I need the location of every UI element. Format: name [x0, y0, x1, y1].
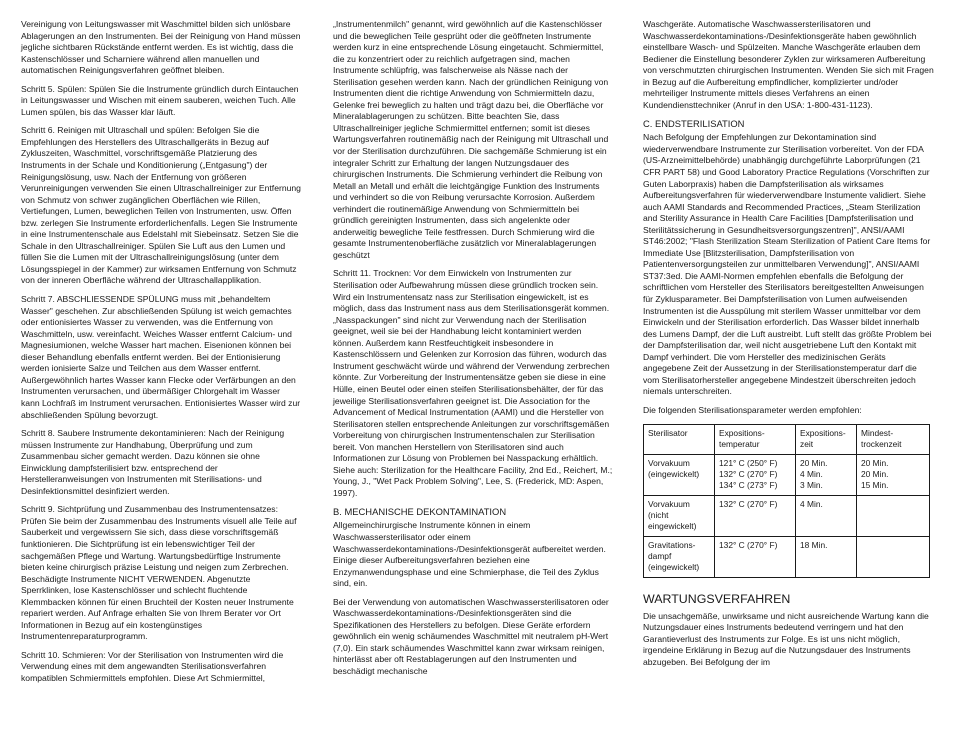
paragraph-step-9: Schritt 9. Sichtprüfung und Zusammenbau des Instrumentensatzes: Prüfen Sie beim der Zusammenbau des Instruments visuell alle Teile auf Sauberkeit und vergewissern Sie sich, dass diese vorschriftsgemäß funktionieren. Die Sichtprüfung ist ein lebenswichtiger Teil der sachgemäßen Pflege und Wartung. Wartungsbedürftige Instrumente bieten keine chirurgisch präzise Leistung und neigen zum Zerbrechen. Beschädigte Instrumente NICHT VERWENDEN. Abgenutzte Sperrklinken, lose Kastenschlösser und schlecht fluchtende Klemmbacken können für einen Bruchteil der Kosten neuer Instrumente repariert werden. Auf Anfrage erhalten Sie von Ihrem Berater vor Ort Informationen in Bezug auf ein kostengünstiges Instrumentenreparaturprogramm. — [21, 504, 297, 642]
cell-line: Gravitations- — [648, 539, 696, 550]
table-cell — [644, 495, 715, 536]
cell-line: Vorvakuum — [648, 498, 690, 509]
cell-line: temperatur — [719, 438, 760, 449]
paragraph: Allgemeinchirurgische Instrumente können in einem Waschwassersterilisator oder einem Waschwasserdekontaminations-/Desinfektionsgerät aufbereitet werden. Einige dieser Aufbereitungsverfahren beziehen eine Enzymanwendungsphase und eine Schmierphase, die Teil des Zyklus sind, ein. — [333, 520, 606, 589]
cell-line: 134° C (273° F) — [719, 479, 778, 490]
table-cell — [715, 454, 796, 495]
section-heading-maintenance: WARTUNGSVERFAHREN — [643, 591, 791, 606]
cell-line: 132° C (270° F) — [719, 498, 778, 509]
paragraph: Bei der Verwendung von automatischen Waschwassersterilisatoren oder Waschwasserdekontaminations-/Desinfektionsgeräten sind die Spezifikationen des Herstellers zu befolgen. Diese Geräte erfordern gewöhnlich ein wenig schäumendes Waschmittel mit neutralem pH-Wert (7,0). Ein stark schäumendes Waschmittel kann zwar wirksam reinigen, hinterlässt aber oft Restablagerungen auf den Instrumenten und beschädigt mechanische — [333, 596, 609, 676]
cell-line: eingewickelt) — [648, 520, 697, 531]
table-row — [644, 495, 930, 536]
column-left — [21, 19, 301, 692]
table-cell — [857, 536, 930, 577]
column-middle — [333, 19, 613, 685]
cell-line: (eingewickelt) — [648, 561, 700, 572]
cell-line: (nicht — [648, 509, 669, 520]
cell-line: Mindest- — [861, 427, 894, 438]
cell-line: 18 Min. — [800, 539, 828, 550]
cell-line: dampf — [648, 550, 672, 561]
cell-line: Expositions- — [719, 427, 765, 438]
cell-line: 15 Min. — [861, 479, 889, 490]
table-header-cell — [644, 424, 715, 454]
table-cell — [857, 495, 930, 536]
cell-line: 132° C (270° F) — [719, 468, 778, 479]
paragraph-step-8: Schritt 8. Saubere Instrumente dekontaminieren: Nach der Reinigung müssen Instrumente zur Handhabung, Überprüfung und zum Zusammenbau sicher gemacht werden. Dazu können sie ohne Einwicklung dampfsterilisiert bzw. entsprechend der Herstelleranweisungen von Instrumenten mit Sterilisations- und Desinfektionsmittel desinfiziert werden. — [21, 428, 285, 496]
cell-line: 132° C (270° F) — [719, 539, 778, 550]
cell-line: 20 Min. — [861, 468, 889, 479]
paragraph-step-5: Schritt 5. Spülen: Spülen Sie die Instrumente gründlich durch Eintauchen in Leitungswasser und Wischen mit einem sauberen, weichen Tuch. Alle Lumen spülen, bis das Wasser klar läuft. — [21, 83, 299, 117]
table-cell — [796, 495, 857, 536]
cell-line: Vorvakuum — [648, 457, 690, 468]
paragraph: Die unsachgemäße, unwirksame und nicht ausreichende Wartung kann die Nutzungsdauer eines Instruments bedeutend verringern und hat den Garantieverlust des Instruments zur Folge. Es ist uns nicht möglich, irgendeine Erklärung in Bezug auf die Nutzungsdauer des Instruments abzugeben. Bei Befolgung der im — [643, 610, 929, 667]
table-row — [644, 454, 930, 495]
paragraph: Waschgeräte. Automatische Waschwassersterilisatoren und Waschwasserdekontaminations-/Desinfektionsgeräte haben gewöhnlich einstellbare Wasch- und Spülzeiten. Manche Waschgeräte erlauben dem Bediener die Einstellung besonderer Zyklen zur wirksameren Aufbereitung von verschmutzten chirurgischen Instrumenten. Wenden Sie sich mit Fragen in Bezug auf die Aufbereitung empfindlicher, komplizierter und/oder mehrteiliger Instrumente mittels dieses Verfahrens an einen Kundendiensttechniker (Anruf in den USA: 1-800-431-1123). — [643, 19, 934, 110]
paragraph-step-11: Schritt 11. Trocknen: Vor dem Einwickeln von Instrumenten zur Sterilisation oder Aufbewahrung müssen diese gründlich trocken sein. Wird ein Instrumentensatz nass zur Sterilisation eingewickelt, ist es möglich, dass das Instrument nass aus dem Sterilisationsgerät kommen. „Nasspackungen" sind nicht zur Verwendung nach der Sterilisation geeignet, weil sie bei der Handhabung leicht kontaminiert werden können. Außerdem kann Restfeuchtigkeit insbesondere in Kastenschlössern und Gelenken zur Korrosion das führen, wodurch das Instrument geschwächt würde und während der Verwendung zerbrechen könnte. Zur Vorbereitung der Instrumentensätze geben sie diese in eine Hülle, einen Beutel oder einen steifen Sterilisationsbehälter, der für das jeweilige Sterilisationsverfahren geeignet ist. Die Association for the Advancement of Medical Instrumentation (AAMI) und die Hersteller von Sterilisatoren stellen entsprechende Anleitungen zur vorschriftsgemäßen Vorbereitung von chirurgischen Instrumentenschalen zur Sterilisation bereit. Von manchen Herstellern von Sterilisatoren sind auch Informationen zur Lösung von Problemen bei Nasspackung erhältlich. Siehe auch: Sterilization for the Healthcare Facility, 2nd Ed., Reichert, M.; Young, J., "Wet Pack Problem Solving", Lee, S. (Frederick, MD: Aspen, 1997). — [333, 268, 613, 498]
table-cell — [796, 536, 857, 577]
table-row — [644, 536, 930, 577]
table-cell — [715, 495, 796, 536]
paragraph: Vereinigung von Leitungswasser mit Waschmittel bilden sich unlösbare Ablagerungen an den Instrumenten. Bei der Reinigung von Hand müssen jegliche sichtbaren Rückstände entfernt werden. Es ist wichtig, dass die Kastenschlösser und Scharniere während allen manuellen und automatischen Reinigungsverfahren geöffnet bleiben. — [21, 19, 301, 76]
table-header-cell — [796, 424, 857, 454]
cell-line: 3 Min. — [800, 479, 823, 490]
table-cell — [796, 454, 857, 495]
paragraph: Die folgenden Sterilisationsparameter werden empfohlen: — [643, 404, 862, 415]
cell-line: Sterilisator — [648, 427, 688, 438]
table-cell — [857, 454, 930, 495]
section-heading-final-sterilization: C. ENDSTERILISATION — [643, 118, 745, 130]
table-cell — [715, 536, 796, 577]
paragraph-lubrication: „Instrumentenmilch" genannt, wird gewöhnlich auf die Kastenschlösser und die beweglichen Teile gesprüht oder die geöffneten Instrumente werden kurz in eine entsprechende Lösung eingetaucht. Schmiermittel, die zu konzentriert oder zu reichlich aufgetragen sind, machen Instrumente schlüpfrig, was falscherweise als Nässe nach der Sterilisation gesehen werden kann. Nach der gründlichen Reinigung von Instrumenten dient die richtige Anwendung von Schmiermitteln dazu, Gelenke frei beweglich zu halten und trägt dazu bei, die Oberfläche vor Mineralablagerungen zu schützen. Bitte beachten Sie, dass Ultraschallreiniger jegliche Schmiermittel entfernen; somit ist dieses Wartungsverfahren routinemäßig nach der Reinigung mit Ultraschall und vor der Sterilisation durchzuführen. Die sachgemäße Schmierung ist ein integraler Schritt zur Erhaltung der langen Nutzungsdauer des chirurgischen Instruments. Die Schmierung verhindert die Reibung von Metall an Metall und erhält die leichtgängige Funktion des Instruments und verhindert so die von Reibung verursachte Korrosion. Außerdem verhindert die routinemäßige Anwendung von Schmiermitteln bei gründlich gereinigten Instrumenten, dass sich angelenkte oder anderweitig bewegliche Teile festfressen. Durch Schmierung wird die gesamte Instrumentenoberfläche zusätzlich vor Mineralablagerungen geschützt — [333, 19, 609, 260]
sterilization-parameters-table — [643, 424, 930, 578]
cell-line: zeit — [800, 438, 814, 449]
cell-line: (eingewickelt) — [648, 468, 700, 479]
cell-line: 20 Min. — [861, 457, 889, 468]
paragraph: Nach Befolgung der Empfehlungen zur Dekontamination sind wiederverwendbare Instrumente zur Sterilisation vorbereitet. Von der FDA (US-Arzneimittelbehörde) unabhängig durchgeführte Laborprüfungen (21 CFR PART 58) und Good Laboratory Practice Regulations (Vorschriften zur Guten Laborpraxis) haben die Dampfsterilisation als wirksames Aufbereitungsverfahren für wiederverwendbare Instumente validiert. Siehe auch AAMI Standards and Recommended Practices, „Steam Sterilization and Sterility Assurance in Health Care Facilities [Dampfsterilisation und Sterilitätssicherung in Gesundheitsversorgungszentren]", ANSI/AAMI ST46:2002; "Flash Sterilization Steam Sterilization of Patient Care Items for Immediate Use [Blitzsterilisation, Dampfsterilisation von Patientenversorgungsteilen zur unmittelbaren Verwendung]", ANSI/AAMI ST37:3ed. Die AAMI-Normen empfehlen ebenfalls die Befolgung der schriftlichen vom Hersteller des Sterilisators bereitgestellten Anweisungen für Zyklusparameter. Bei Dampfsterilisation von Lumen aufweisenden Instrumenten ist die Ausspülung mit sterilem Wasser unmittelbar vor dem Einwickeln und der Sterilisation erforderlich. Das Wasser bildet innerhalb des Lumens Dampf, der die Luft austreibt. Luft stellt das größte Problem bei der Dampfsterilisation dar, weil nicht ausgetriebene Luft den Kontakt mit Dampf verhindert. Die vom Hersteller des medizinischen Geräts angegebene Zeit der Aussetzung in der Sterilisationstemperatur darf die vom Sterilisatorhersteller angegebene Mindestzeit überschreiten jedoch niemals unterschreiten. — [643, 132, 932, 397]
cell-line: Expositions- — [800, 427, 846, 438]
cell-line: 4 Min. — [800, 468, 823, 479]
table-cell — [644, 536, 715, 577]
paragraph-step-7: Schritt 7. ABSCHLIESSENDE SPÜLUNG muss mit „behandeltem Wasser" geschehen. Zur abschließenden Spülung ist weich gemachtes oder entionisiertes Wasser zu verwenden, was die Entfernung von Waschmitteln, usw. vereinfacht. Weiches Wasser entfernt Calcium- und Magnesiumionen, welche Wasser hart machen. Eisenionen können bei dieser Behandlung ebenfalls entfernt werden. Bei der Entionisierung werden ionisierte Salze und Teilchen aus dem Wasser entfernt. Außergewöhnlich hartes Wasser kann Flecke oder Verfärbungen an den Instrumenten verursachen, und übermäßiger Chlorgehalt im Wasser kann Lochfraß im Instrument verursachen. Entionisiertes Wasser wird zur abschließenden Spülung bevorzugt. — [21, 294, 301, 420]
section-heading-mechanical-decontamination: B. MECHANISCHE DEKONTAMINATION — [333, 506, 507, 518]
table-header-row — [644, 424, 930, 454]
paragraph-step-10: Schritt 10. Schmieren: Vor der Sterilisation von Instrumenten wird die Verwendung eines mit dem angewandten Sterilisationsverfahren kompatiblen Schmiermittels empfohlen. Diese Art Schmiermittel, — [21, 649, 284, 683]
table-header-cell — [857, 424, 930, 454]
cell-line: 4 Min. — [800, 498, 823, 509]
cell-line: 20 Min. — [800, 457, 828, 468]
cell-line: trockenzeit — [861, 438, 902, 449]
column-right — [643, 19, 935, 675]
table-header-cell — [715, 424, 796, 454]
table-cell — [644, 454, 715, 495]
cell-line: 121° C (250° F) — [719, 457, 778, 468]
paragraph-step-6: Schritt 6. Reinigen mit Ultraschall und spülen: Befolgen Sie die Empfehlungen des Herstellers des Ultraschallgeräts in Bezug auf Zykluszeiten, Waschmittel, vorschriftsgemäße Platzierung des Instruments in der Schale und Konditionierung („Entgasung") der Reinigungslösung, usw. Nach der Entfernung von größeren Verunreinigungen verwenden Sie einen Ultraschallreiniger zur Entfernung von Schmutz von schwer zugänglichen Oberflächen wie Rillen, Vertiefungen, Lumen, beweglichen Teilen von Instrumenten, usw. Öffen bzw. zerlegen Sie Instrumente erforderlichenfalls. Legen Sie Instrumente in eine Instrumentenschale aus Edelstahl mit Siebeinsatz. Setzen Sie die Schale in den Ultraschallreiniger. Spülen Sie Luft aus den Lumen und füllen Sie die Lumen mit der Ultraschallreinigungslösung (unter dem Lösungsspiegel in der Kammer) zur wirksamen Entfernung von Schmutz von der inneren Oberfläche während der Ultraschallapplikation. — [21, 125, 301, 286]
